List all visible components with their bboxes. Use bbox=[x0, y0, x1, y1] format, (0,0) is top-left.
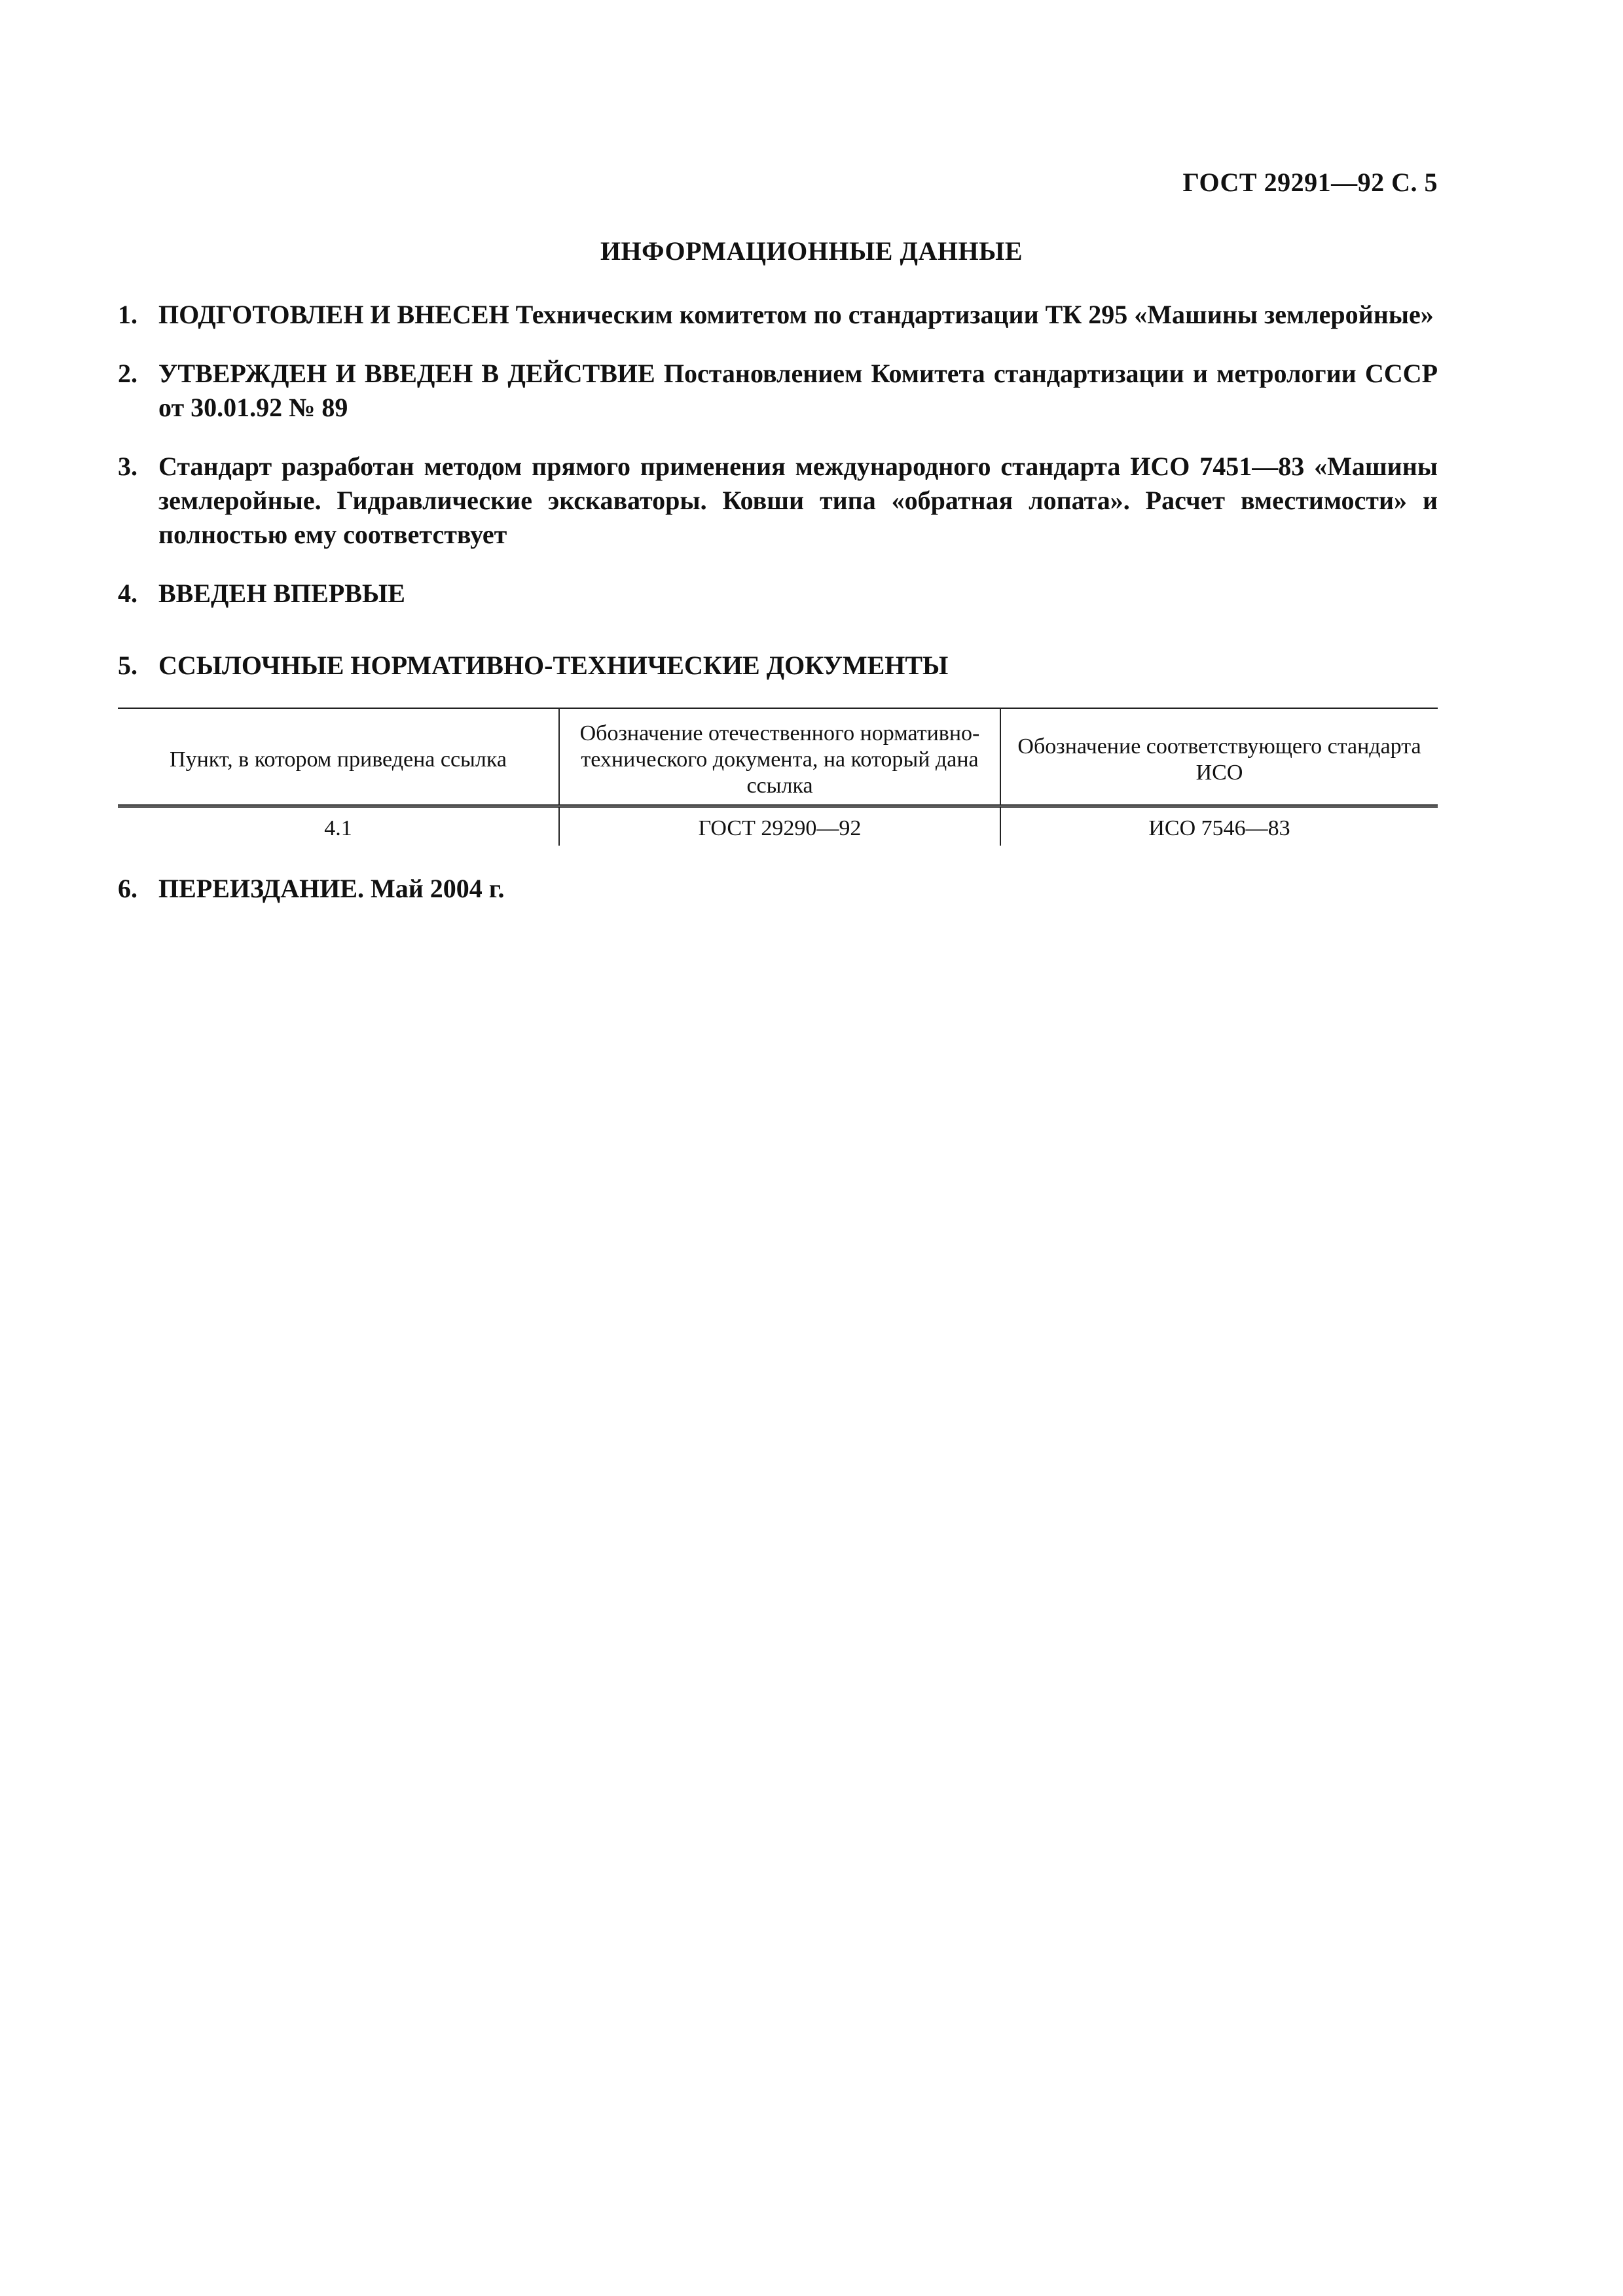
table-header-row bbox=[118, 708, 1438, 806]
section-title: ИНФОРМАЦИОННЫЕ ДАННЫЕ bbox=[600, 236, 1023, 266]
reference-table-wrapper bbox=[118, 708, 1438, 846]
info-item-1 bbox=[118, 298, 1438, 332]
item-text: ПОДГОТОВЛЕН И ВНЕСЕН Техническим комитетом по стандартизации ТК 295 «Машины землеройные» bbox=[158, 300, 1434, 329]
item-number: 4. bbox=[118, 579, 137, 608]
item-text: ПЕРЕИЗДАНИЕ. Май 2004 г. bbox=[158, 874, 505, 903]
column-header-clause: Пункт, в котором приведена ссылка bbox=[118, 708, 559, 806]
info-item-6 bbox=[118, 872, 1438, 906]
item-number: 2. bbox=[118, 359, 137, 388]
column-header-iso-standard: Обозначение соответствующего стандарта ИСО bbox=[1000, 708, 1438, 806]
item-number: 1. bbox=[118, 300, 137, 329]
info-list bbox=[118, 298, 1438, 931]
info-item-5 bbox=[118, 649, 1438, 683]
cell-clause: 4.1 bbox=[324, 816, 352, 840]
item-number: 6. bbox=[118, 874, 137, 903]
item-text: ССЫЛОЧНЫЕ НОРМАТИВНО-ТЕХНИЧЕСКИЕ ДОКУМЕНТЫ bbox=[158, 651, 949, 680]
info-item-4 bbox=[118, 577, 1438, 611]
item-number: 3. bbox=[118, 452, 137, 481]
item-text: ВВЕДЕН ВПЕРВЫЕ bbox=[158, 579, 405, 608]
table-row bbox=[118, 806, 1438, 846]
cell-iso-standard: ИСО 7546—83 bbox=[1000, 806, 1438, 846]
info-item-3 bbox=[118, 450, 1438, 552]
item-text: Стандарт разработан методом прямого применения международного стандарта ИСО 7451—83 «Машины землеройные. Гидравлические экскаваторы. Ковши типа «обратная лопата». Расчет вместимости» и полностью ему соответствует bbox=[158, 452, 1438, 549]
running-header: ГОСТ 29291—92 С. 5 bbox=[1182, 168, 1438, 197]
item-number: 5. bbox=[118, 651, 137, 680]
reference-documents-table bbox=[118, 708, 1438, 846]
column-header-national-document: Обозначение отечественного нормативно-технического документа, на который дана ссылка bbox=[559, 708, 1000, 806]
info-item-2 bbox=[118, 357, 1438, 425]
item-text: УТВЕРЖДЕН И ВВЕДЕН В ДЕЙСТВИЕ Постановлением Комитета стандартизации и метрологии СССР от 30.01.92 № 89 bbox=[158, 359, 1438, 422]
cell-national-document: ГОСТ 29290—92 bbox=[559, 806, 1000, 846]
